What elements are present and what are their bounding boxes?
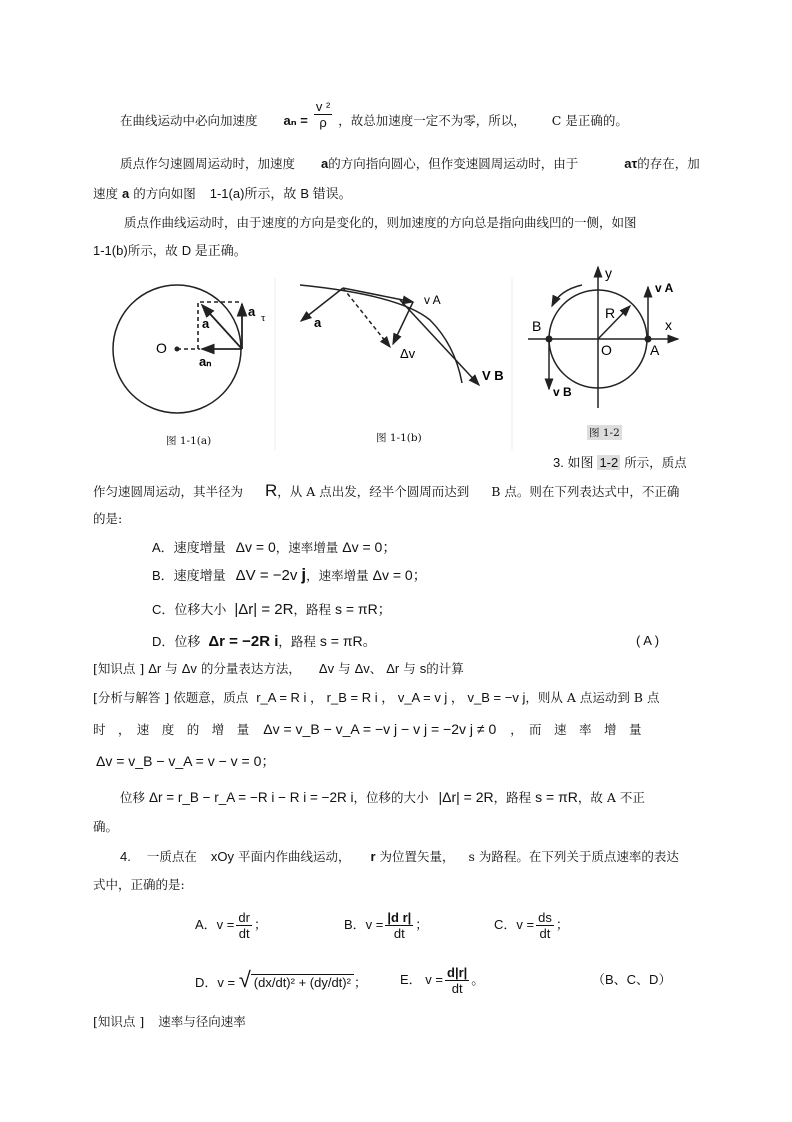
q4-option-c (494, 905, 569, 945)
text: s 为路程。在下列关于质点速率的表达 (468, 849, 679, 864)
symbol-a: a (122, 186, 130, 201)
label-a: a (314, 315, 322, 330)
text: 3. 如图 (553, 455, 594, 470)
fraction (536, 910, 554, 941)
text: ； (415, 917, 429, 932)
text: ； (555, 917, 569, 932)
option-label: C．v = (494, 917, 535, 932)
label-x: x (665, 317, 672, 333)
denominator: ρ (319, 115, 327, 130)
option-label: D．位移 (152, 634, 201, 649)
formula-an: aₙ = (283, 113, 308, 128)
arrow-vB (400, 300, 479, 385)
q4-option-d (195, 960, 367, 1003)
symbol-R: R (265, 481, 278, 500)
figure-1-1a (113, 285, 266, 413)
caption-fig-1-1b: 图 1-1(b) (376, 432, 422, 444)
text: ，故总加速度一定不为零，所以， (338, 113, 526, 128)
text: B 错误。 (300, 186, 352, 201)
numerator: v ² (315, 99, 331, 114)
option-label: A．速度增量 (152, 540, 226, 555)
text: 作匀速圆周运动，其半径为 (93, 484, 244, 499)
text: 在曲线运动中必向加速度 (120, 113, 258, 128)
text: 的计算 (426, 661, 464, 676)
rotation-arrow (552, 285, 582, 306)
text: 一质点在 (146, 849, 197, 864)
text: 为位置矢量， (379, 849, 455, 864)
text: 质点作曲线运动时，由于速度的方向是变化的，则加速度的方向总是指向曲线凹的一侧，如图 (124, 215, 637, 230)
text: 所示，质点 (624, 455, 687, 470)
text: ，路程 (278, 634, 316, 649)
unit-vector-j: j (301, 565, 307, 584)
formula: |Δr| = 2R (438, 789, 494, 805)
symbol-a: a (321, 156, 329, 171)
q3-option-c (152, 601, 392, 618)
label-O: O (156, 340, 167, 356)
numerator: |d r| (387, 910, 412, 926)
text: ，故 A 不正 (577, 790, 645, 805)
q3-option-d (152, 633, 377, 650)
formula: Δv (318, 661, 335, 676)
denominator: dt (393, 926, 405, 942)
q3-analysis-line4 (120, 789, 645, 806)
figure-ref: 1-2 (599, 455, 619, 470)
text: 的存在，加 (637, 156, 700, 171)
tag: [知识点 ] (93, 661, 145, 676)
symbol-atau: aτ (624, 156, 638, 171)
numerator: d|r| (447, 965, 468, 981)
q3-analysis-line1 (93, 690, 659, 706)
text: 。 (471, 972, 485, 987)
formula: r_A = R i ， r_B = R i ， v_A = v j ， v_B = −v j (256, 690, 526, 705)
q3-option-a (152, 539, 396, 556)
option-label: C．位移大小 (152, 602, 227, 617)
label-O: O (601, 342, 612, 358)
text: 的方向如图 (133, 186, 196, 201)
q4-option-a (195, 905, 267, 945)
formula: s = πR。 (319, 633, 377, 649)
text: ，速率增量 (275, 540, 339, 555)
label-vA: v A (655, 281, 674, 295)
label-atau: a (248, 304, 256, 319)
option-label: A．v = (195, 917, 235, 932)
figures (0, 0, 792, 460)
formula: Δv = 0 (235, 539, 276, 555)
radicand: (dx/dt)² + (dy/dt)² (251, 974, 354, 990)
text: 的分量表达方法， (200, 661, 301, 676)
symbol-r: r (370, 849, 376, 864)
option-label: B．v = (344, 917, 384, 932)
formula: s = πR (535, 789, 578, 805)
label-y: y (605, 265, 612, 281)
q3-analysis-line2 (93, 721, 642, 738)
formula: Δr (148, 661, 162, 676)
text: 速率与径向速率 (158, 1014, 246, 1029)
numerator: dr (238, 910, 250, 926)
caption-fig-1-1a: 图 1-1(a) (166, 435, 212, 447)
text: 速度 (93, 186, 119, 201)
denominator: dt (539, 926, 551, 942)
denominator: dt (238, 926, 250, 942)
label-vA: v A (424, 293, 441, 307)
tag: [知识点 ] (93, 1014, 145, 1029)
formula: s = πR； (334, 601, 392, 617)
text: B 点。则在下列表达式中，不正确 (491, 484, 680, 499)
q4-knowledge (93, 1014, 246, 1030)
text: 1-1(b) (93, 243, 128, 258)
formula: Δv = v_B − v_A = −v j − v j = −2v j ≠ 0 (263, 721, 497, 737)
text: 与 (165, 661, 178, 676)
q4-line1 (120, 849, 679, 865)
option-label: E． v = (400, 972, 443, 987)
text: 位移 (120, 790, 146, 805)
text: ，路程 (293, 602, 331, 617)
formula: Δv (181, 661, 197, 676)
text: ，位移的大小 (353, 790, 429, 805)
q3-line3: 的是: (93, 511, 123, 526)
text: 、 (369, 661, 383, 676)
q4-option-b (344, 905, 428, 945)
q4-answer: （B、C、D） (592, 972, 672, 987)
text: 的方向指向圆心，但作变速圆周运动时，由于 (328, 156, 579, 171)
formula: Δv (354, 661, 370, 676)
q3-knowledge (93, 661, 464, 677)
text: ，路程 (493, 790, 532, 805)
q3-analysis-line3: Δv = v_B − v_A = v − v = 0； (96, 753, 276, 769)
text: C 是正确的。 (551, 113, 628, 128)
tag: [分析与解答 ] (93, 690, 170, 705)
label-dv: Δv (400, 346, 416, 361)
label-tau: τ (261, 312, 266, 324)
text: 与 (338, 661, 351, 676)
q3-option-b (152, 567, 427, 584)
option-label: B．速度增量 (152, 568, 226, 583)
numerator: ds (538, 910, 552, 926)
text: 所示，故 (127, 243, 178, 258)
point-B (546, 336, 553, 343)
text: xOy (210, 849, 234, 864)
label-an: aₙ (199, 354, 212, 369)
q3-line1 (553, 455, 687, 471)
text: 平面内作曲线运动， (237, 849, 351, 864)
q3-line2 (93, 483, 679, 500)
center-point (175, 347, 180, 352)
text: D 是正确。 (181, 243, 247, 258)
text: ； (253, 917, 267, 932)
formula: ΔV = −2v (235, 567, 298, 584)
label-B: B (532, 318, 542, 334)
text: 依题意，质点 (173, 690, 249, 705)
text: 与 (403, 661, 416, 676)
label-a: a (202, 316, 210, 331)
text: ，从 A 点出发，经半个圆周而达到 (277, 484, 470, 499)
formula: Δv = 0； (372, 567, 427, 583)
formula: Δr = −2R i (208, 633, 279, 650)
figure-1-1b (300, 285, 504, 385)
formula: s (419, 661, 427, 676)
arrow-dv-side (393, 302, 413, 344)
q3-answer: ( A ) (636, 633, 660, 648)
arrow-a (301, 288, 343, 321)
fraction (236, 910, 252, 941)
label-A: A (650, 342, 660, 358)
fraction (385, 910, 413, 941)
text: ； (353, 975, 367, 990)
label-vB: V B (482, 368, 504, 383)
text: 1-1(a)所示，故 (209, 186, 297, 201)
option-label: D．v = (195, 975, 236, 990)
fraction (445, 965, 469, 996)
formula: Δr = r_B − r_A = −R i − R i = −2R i (149, 790, 354, 805)
formula: |Δr| = 2R (234, 601, 294, 618)
arrow-vA (343, 288, 413, 302)
text: 质点作匀速圆周运动时，加速度 (120, 156, 296, 171)
sqrt-icon: √ (238, 967, 251, 992)
text: 时 ， 速 度 的 增 量 (93, 722, 250, 737)
denominator: dt (451, 981, 463, 997)
text: ， 而 速 率 增 量 (510, 722, 642, 737)
caption-fig-1-2: 图 1-2 (589, 427, 620, 439)
text: ，则从 A 点运动到 B 点 (525, 690, 660, 705)
formula: Δr (386, 661, 400, 676)
q4-option-e (400, 960, 484, 1000)
text: ，速率增量 (306, 568, 369, 583)
formula: Δv = 0； (342, 539, 397, 555)
label-R: R (605, 305, 616, 321)
figure-1-2 (528, 265, 678, 408)
q4-line2: 式中，正确的是: (93, 877, 185, 892)
q3-analysis-line5: 确。 (93, 819, 119, 834)
arrow-dv (343, 288, 390, 347)
question-number: 4. (120, 849, 131, 864)
label-vB: v B (553, 385, 572, 399)
